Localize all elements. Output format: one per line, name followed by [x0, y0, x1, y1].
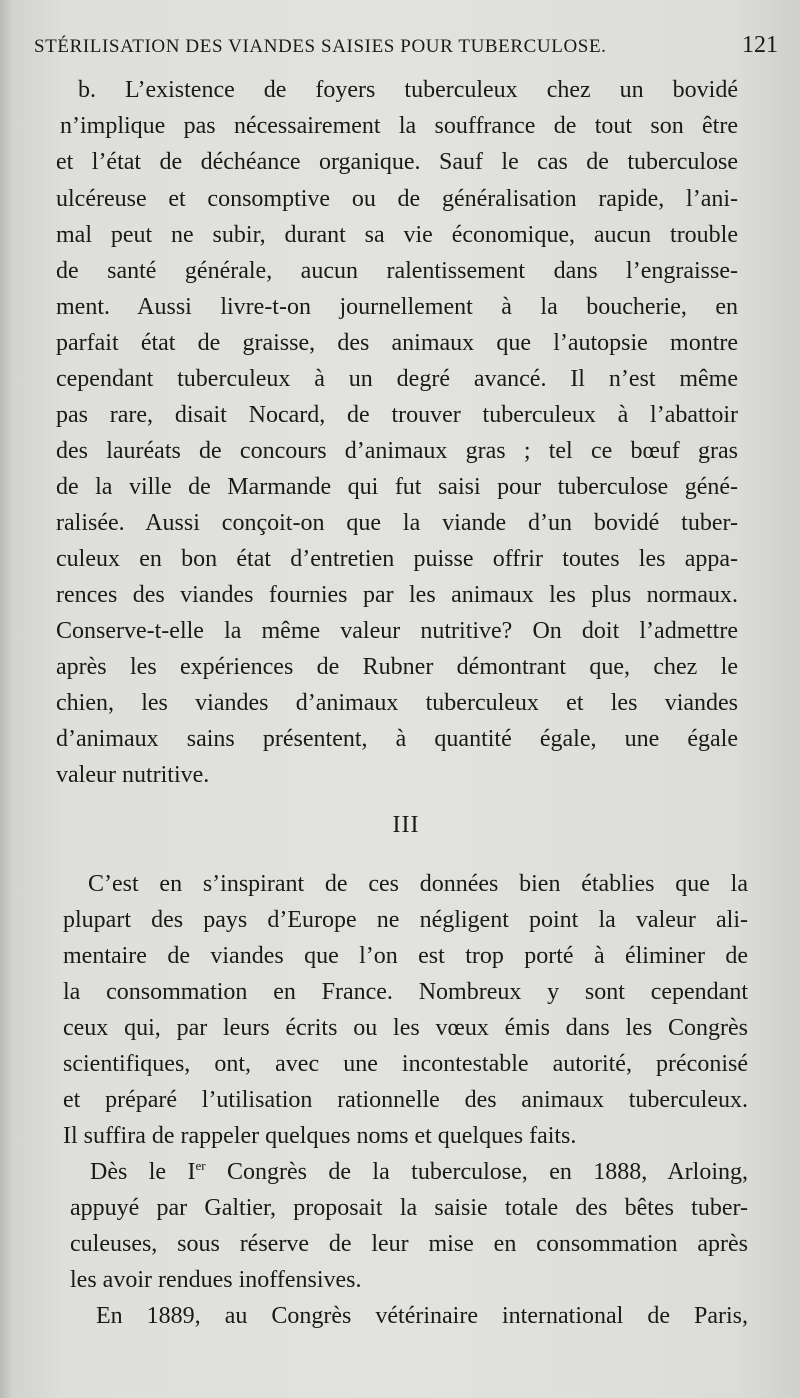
- text-line: la consommation en France. Nombreux y sont cependant: [63, 979, 748, 1005]
- text-line: des lauréats de concours d’animaux gras ; tel ce bœuf gras: [56, 438, 738, 464]
- text-line: chien, les viandes d’animaux tuberculeux et les viandes: [56, 690, 738, 716]
- text-fragment: Congrès de la tuberculose, en 1888, Arloing,: [205, 1159, 748, 1185]
- text-line: appuyé par Galtier, proposait la saisie totale des bêtes tuber-: [70, 1195, 748, 1221]
- page-number: 121: [742, 32, 778, 58]
- text-line: culeuses, sous réserve de leur mise en consommation après: [70, 1231, 748, 1257]
- text-line: scientifiques, ont, avec une incontestable autorité, préconisé: [63, 1051, 748, 1077]
- text-line: et préparé l’utilisation rationnelle des animaux tuberculeux.: [63, 1087, 748, 1113]
- text-line: ulcéreuse et consomptive ou de généralisation rapide, l’ani-: [56, 186, 738, 212]
- text-line: cependant tuberculeux à un degré avancé. Il n’est même: [56, 366, 738, 392]
- text-line: b. L’existence de foyers tuberculeux chez un bovidé: [78, 77, 738, 103]
- text-line: rences des viandes fournies par les animaux les plus normaux.: [56, 582, 738, 608]
- text-line: parfait état de graisse, des animaux que l’autopsie montre: [56, 330, 738, 356]
- text-line: culeux en bon état d’entretien puisse offrir toutes les appa-: [56, 546, 738, 572]
- section-heading-text: III: [392, 812, 420, 838]
- running-head: [34, 32, 778, 66]
- text-line: après les expériences de Rubner démontrant que, chez le: [56, 654, 738, 680]
- section-heading: [0, 812, 800, 839]
- text-line: [90, 1154, 748, 1190]
- text-line: et l’état de déchéance organique. Sauf le cas de tuberculose: [56, 149, 738, 175]
- text-line: valeur nutritive.: [56, 762, 210, 788]
- text-line: les avoir rendues inoffensives.: [70, 1267, 362, 1293]
- text-line: de la ville de Marmande qui fut saisi pour tuberculose géné-: [56, 474, 738, 500]
- text-fragment: Dès le I: [90, 1159, 196, 1185]
- text-line: ceux qui, par leurs écrits ou les vœux émis dans les Congrès: [63, 1015, 748, 1041]
- text-line: Conserve-t-elle la même valeur nutritive? On doit l’admettre: [56, 618, 738, 644]
- text-line: plupart des pays d’Europe ne négligent point la valeur ali-: [63, 907, 748, 933]
- text-line: C’est en s’inspirant de ces données bien établies que la: [88, 871, 748, 897]
- ordinal-superscript: er: [195, 1158, 206, 1173]
- text-line: de santé générale, aucun ralentissement dans l’engraisse-: [56, 258, 738, 284]
- running-head-title: STÉRILISATION DES VIANDES SAISIES POUR TUBERCULOSE.: [34, 36, 607, 57]
- text-line: d’animaux sains présentent, à quantité égale, une égale: [56, 726, 738, 752]
- text-line: n’implique pas nécessairement la souffrance de tout son être: [60, 113, 738, 139]
- text-line: mal peut ne subir, durant sa vie économique, aucun trouble: [56, 222, 738, 248]
- text-line: ralisée. Aussi conçoit-on que la viande d’un bovidé tuber-: [56, 510, 738, 536]
- text-line: ment. Aussi livre-t-on journellement à la boucherie, en: [56, 294, 738, 320]
- text-line: mentaire de viandes que l’on est trop porté à éliminer de: [63, 943, 748, 969]
- text-line: pas rare, disait Nocard, de trouver tuberculeux à l’abattoir: [56, 402, 738, 428]
- text-line: En 1889, au Congrès vétérinaire international de Paris,: [96, 1303, 748, 1329]
- page-edge-shadow: [0, 0, 12, 1398]
- text-line: Il suffira de rappeler quelques noms et quelques faits.: [63, 1123, 577, 1149]
